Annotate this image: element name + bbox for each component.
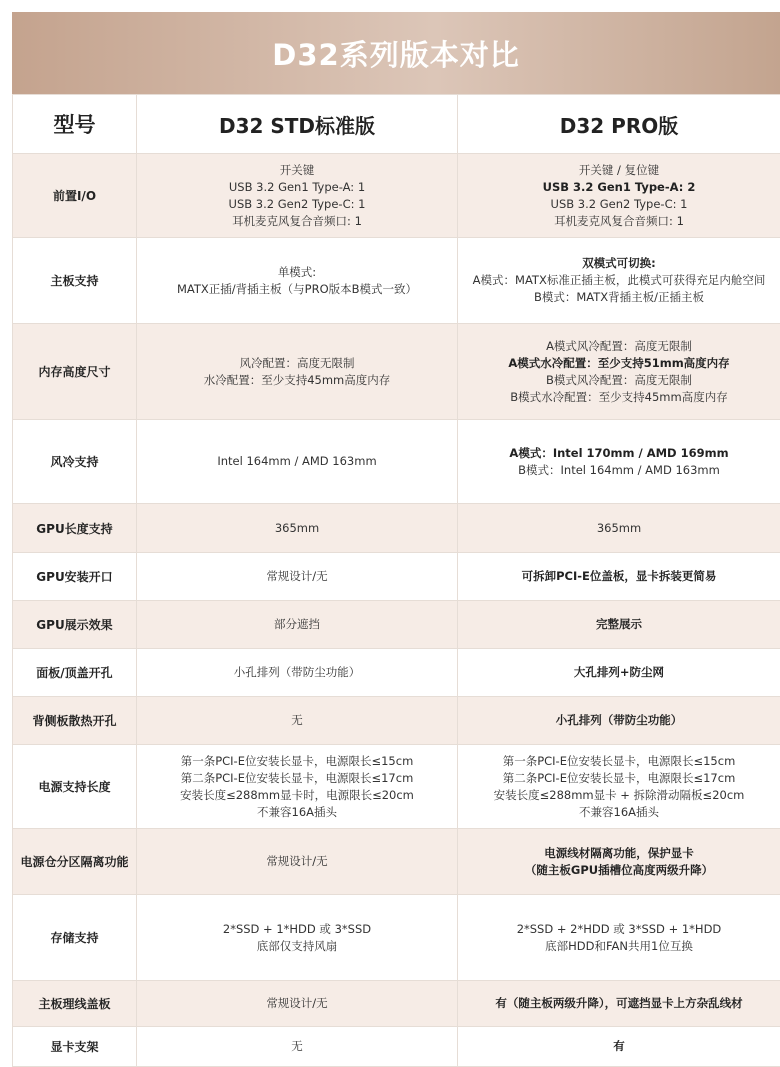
cell-line: 完整展示 (462, 616, 776, 633)
cell-line: USB 3.2 Gen2 Type-C: 1 (462, 196, 776, 213)
row-label: 显卡支架 (13, 1027, 137, 1067)
cell-line: B模式水冷配置：至少支持45mm高度内存 (462, 389, 776, 406)
page-title: D32系列版本对比 (272, 33, 519, 74)
cell-line: 365mm (462, 520, 776, 537)
cell-line: A模式水冷配置：至少支持51mm高度内存 (462, 355, 776, 372)
row-label: 电源仓分区隔离功能 (13, 829, 137, 895)
cell-line: 安装长度≤288mm显卡 + 拆除滑动隔板≤20cm (462, 787, 776, 804)
cell-line: 365mm (141, 520, 453, 537)
row-label: GPU展示效果 (13, 601, 137, 649)
cell-line: MATX正插/背插主板（与PRO版本B模式一致） (141, 281, 453, 298)
cell-line: 开关键 (141, 162, 453, 179)
cell-line: 不兼容16A插头 (462, 804, 776, 821)
row-label: 背侧板散热开孔 (13, 697, 137, 745)
pro-cell (458, 238, 780, 324)
table-row-panel-holes (13, 649, 780, 697)
cell-line: 部分遮挡 (141, 616, 453, 633)
pro-cell (458, 829, 780, 895)
pro-cell (458, 895, 780, 981)
row-label: GPU安装开口 (13, 553, 137, 601)
std-cell (137, 745, 458, 829)
comparison-table (12, 94, 780, 1067)
row-label: 面板/顶盖开孔 (13, 649, 137, 697)
cell-line: 第二条PCI-E位安装长显卡，电源限长≤17cm (141, 770, 453, 787)
cell-line: 小孔排列（带防尘功能） (141, 664, 453, 681)
cell-line: B模式：Intel 164mm / AMD 163mm (462, 462, 776, 479)
std-cell (137, 504, 458, 553)
std-cell (137, 601, 458, 649)
pro-cell (458, 154, 780, 238)
table-row-gpu-opening (13, 553, 780, 601)
header-std: D32 STD标准版 (137, 95, 458, 154)
std-cell (137, 238, 458, 324)
pro-cell (458, 697, 780, 745)
cell-line: B模式：MATX背插主板/正插主板 (462, 289, 776, 306)
cell-line: 底部仅支持风扇 (141, 938, 453, 955)
cell-line: 耳机麦克风复合音频口: 1 (141, 213, 453, 230)
table-row-air-cooling (13, 420, 780, 504)
table-row-memory-height (13, 324, 780, 420)
cell-line: 底部HDD和FAN共用1位互换 (462, 938, 776, 955)
cell-line: 小孔排列（带防尘功能） (462, 712, 776, 729)
row-label: 主板支持 (13, 238, 137, 324)
cell-line: B模式风冷配置：高度无限制 (462, 372, 776, 389)
std-cell (137, 1027, 458, 1067)
cell-line: A模式风冷配置：高度无限制 (462, 338, 776, 355)
table-row-gpu-display (13, 601, 780, 649)
cell-line: 有 (462, 1038, 776, 1055)
pro-cell (458, 420, 780, 504)
cell-line: 常规设计/无 (141, 568, 453, 585)
std-cell (137, 324, 458, 420)
cell-line: （随主板GPU插槽位高度两级升降） (462, 862, 776, 879)
std-cell (137, 697, 458, 745)
pro-cell (458, 649, 780, 697)
pro-cell (458, 324, 780, 420)
cell-line: 大孔排列+防尘网 (462, 664, 776, 681)
cell-line: 水冷配置：至少支持45mm高度内存 (141, 372, 453, 389)
table-row-motherboard (13, 238, 780, 324)
cell-line: 可拆卸PCI-E位盖板，显卡拆装更简易 (462, 568, 776, 585)
table-header-row (13, 95, 780, 154)
row-label: 电源支持长度 (13, 745, 137, 829)
std-cell (137, 154, 458, 238)
row-label: 前置I/O (13, 154, 137, 238)
std-cell (137, 829, 458, 895)
table-row-gpu-length (13, 504, 780, 553)
cell-line: A模式：Intel 170mm / AMD 169mm (462, 445, 776, 462)
cell-line: 不兼容16A插头 (141, 804, 453, 821)
cell-line: 常规设计/无 (141, 995, 453, 1012)
cell-line: A模式：MATX标准正插主板，此模式可获得充足内舱空间 (462, 272, 776, 289)
table-row-storage (13, 895, 780, 981)
cell-line: 2*SSD + 1*HDD 或 3*SSD (141, 921, 453, 938)
pro-cell (458, 745, 780, 829)
pro-cell (458, 504, 780, 553)
row-label: 存储支持 (13, 895, 137, 981)
table-row-gpu-bracket (13, 1027, 780, 1067)
cell-line: Intel 164mm / AMD 163mm (141, 453, 453, 470)
cell-line: 无 (141, 712, 453, 729)
top-margin (0, 0, 780, 12)
cell-line: 双模式可切换: (462, 255, 776, 272)
cell-line: 第一条PCI-E位安装长显卡，电源限长≤15cm (141, 753, 453, 770)
cell-line: 耳机麦克风复合音频口: 1 (462, 213, 776, 230)
cell-line: 有（随主板两级升降），可遮挡显卡上方杂乱线材 (462, 995, 776, 1012)
cell-line: 安装长度≤288mm显卡时，电源限长≤20cm (141, 787, 453, 804)
cell-line: USB 3.2 Gen1 Type-A: 1 (141, 179, 453, 196)
header-model: 型号 (13, 95, 137, 154)
cell-line: 单模式: (141, 264, 453, 281)
cell-line: 第二条PCI-E位安装长显卡，电源限长≤17cm (462, 770, 776, 787)
std-cell (137, 553, 458, 601)
table-row-psu-length (13, 745, 780, 829)
header-pro: D32 PRO版 (458, 95, 780, 154)
pro-cell (458, 1027, 780, 1067)
std-cell (137, 981, 458, 1027)
cell-line: 常规设计/无 (141, 853, 453, 870)
cell-line: 电源线材隔离功能，保护显卡 (462, 845, 776, 862)
table-row-psu-isolation (13, 829, 780, 895)
cell-line: 开关键 / 复位键 (462, 162, 776, 179)
title-banner (12, 12, 780, 94)
cell-line: 无 (141, 1038, 453, 1055)
table-row-cable-cover (13, 981, 780, 1027)
cell-line: USB 3.2 Gen2 Type-C: 1 (141, 196, 453, 213)
table-row-front-io (13, 154, 780, 238)
cell-line: 第一条PCI-E位安装长显卡，电源限长≤15cm (462, 753, 776, 770)
row-label: 内存高度尺寸 (13, 324, 137, 420)
cell-line: USB 3.2 Gen1 Type-A: 2 (462, 179, 776, 196)
row-label: GPU长度支持 (13, 504, 137, 553)
cell-line: 风冷配置：高度无限制 (141, 355, 453, 372)
row-label: 主板理线盖板 (13, 981, 137, 1027)
cell-line: 2*SSD + 2*HDD 或 3*SSD + 1*HDD (462, 921, 776, 938)
table-row-back-panel-vents (13, 697, 780, 745)
pro-cell (458, 553, 780, 601)
std-cell (137, 895, 458, 981)
std-cell (137, 420, 458, 504)
row-label: 风冷支持 (13, 420, 137, 504)
pro-cell (458, 601, 780, 649)
std-cell (137, 649, 458, 697)
pro-cell (458, 981, 780, 1027)
